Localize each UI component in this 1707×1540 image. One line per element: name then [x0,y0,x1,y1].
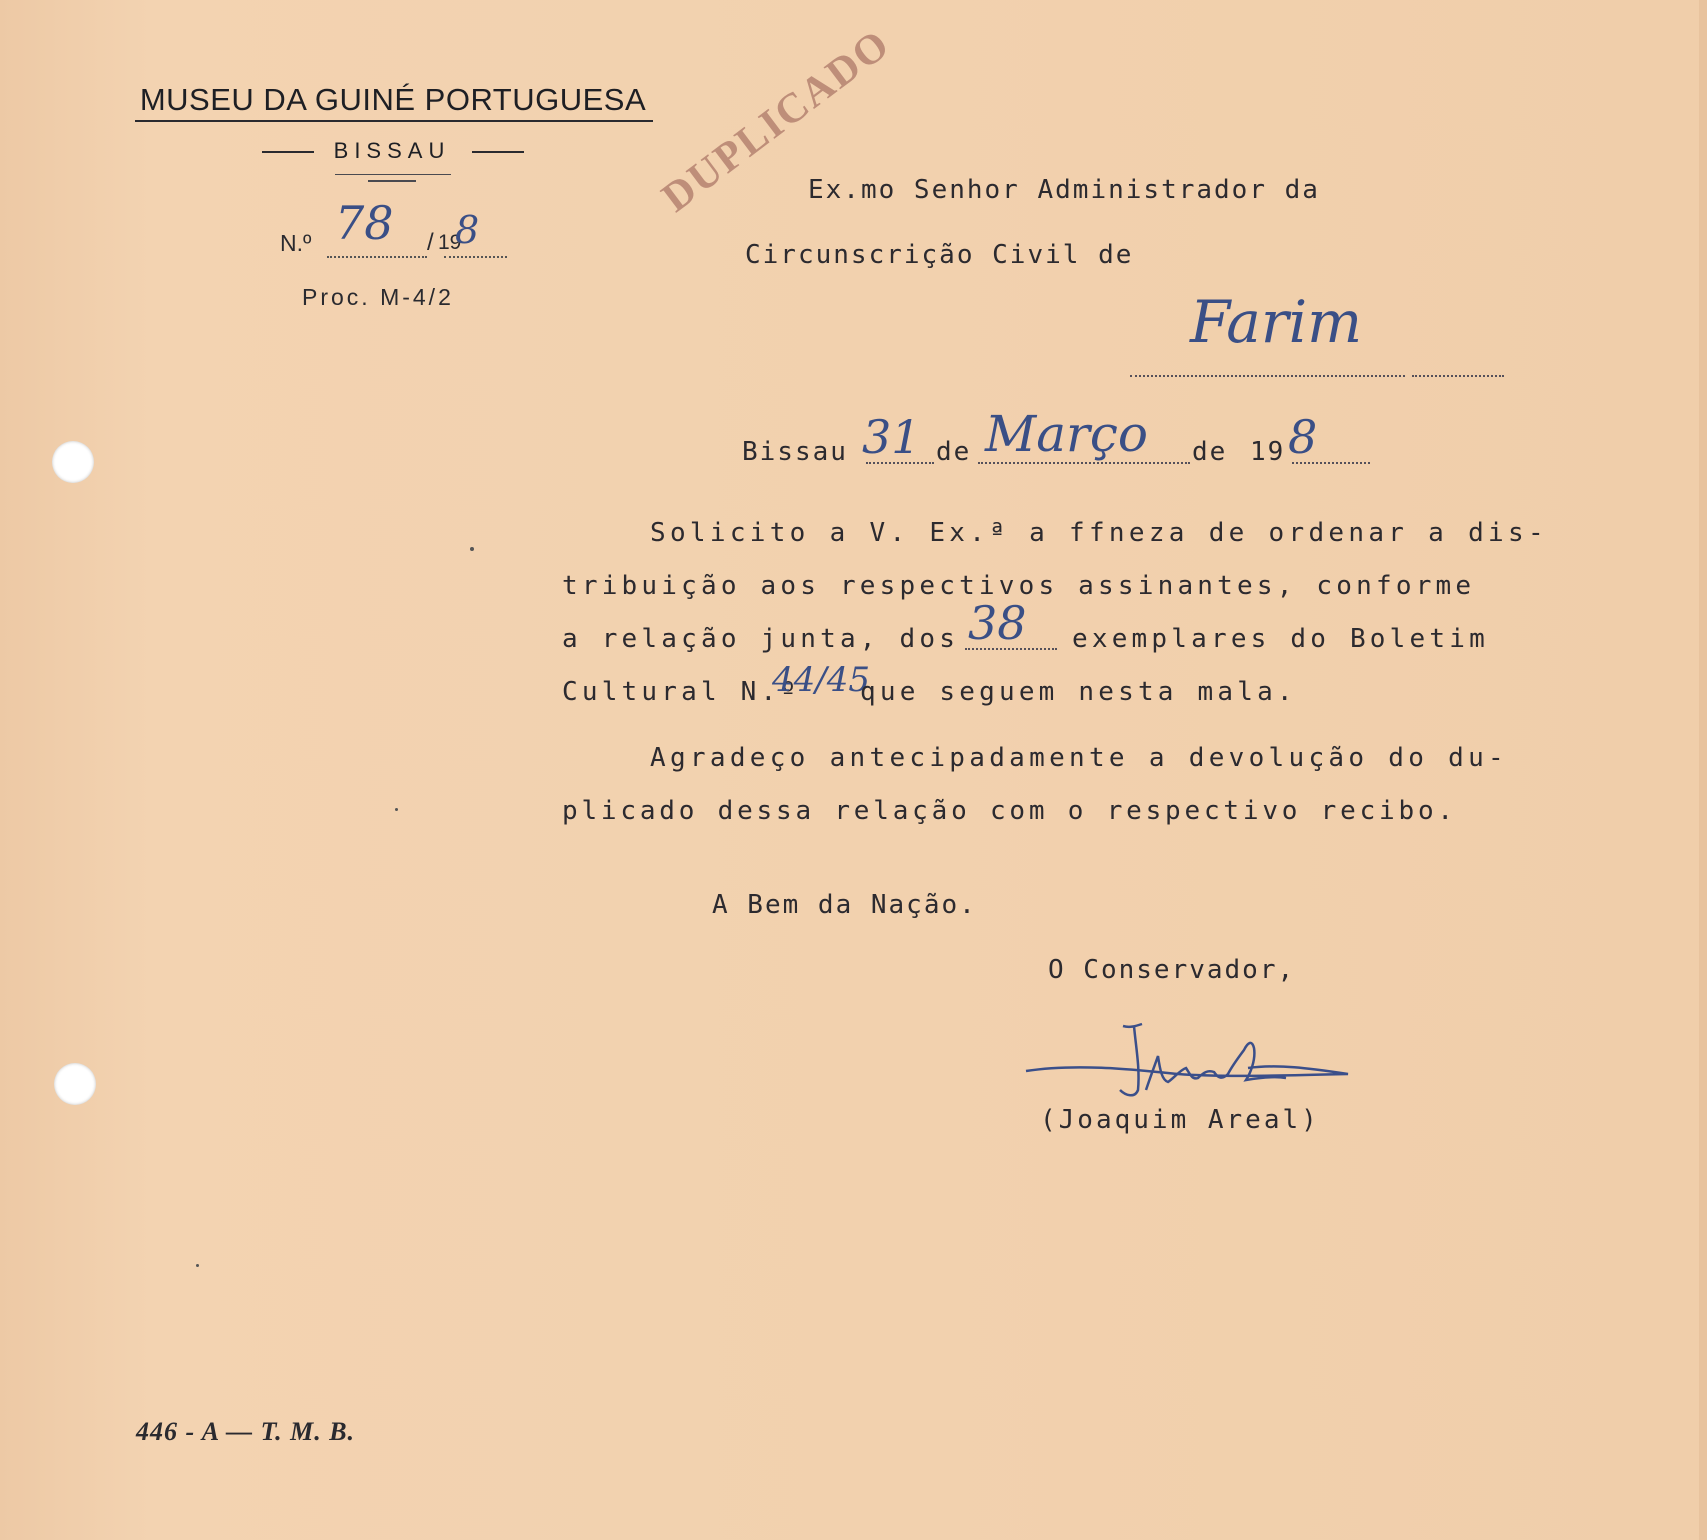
letterhead-rule [135,120,653,122]
process-reference: Proc. M-4/2 [302,284,454,310]
body-line: que seguem nesta mala. [860,677,1297,707]
issue-number-handwritten: 44/45 [772,660,870,700]
body-line: exemplares do Boletim [1072,624,1489,654]
punch-hole [54,1063,96,1105]
paper-speck [196,1264,199,1267]
date-city: Bissau [742,437,848,467]
letterhead-title: MUSEU DA GUINÉ PORTUGUESA [139,82,647,117]
reference-number-slash: / [427,229,434,256]
reference-year-prefix: 19 [438,231,462,254]
body-line: a relação junta, dos [562,624,960,654]
letterhead-rule [335,174,451,175]
addressee-line-1: Ex.mo Senhor Administrador da [808,175,1320,205]
letterhead-rule [368,180,416,182]
body-line: plicado dessa relação com o respectivo recibo. [562,796,1457,826]
copies-handwritten: 38 [968,596,1027,650]
addressee-place-line [1130,375,1405,377]
date-de: de [1192,437,1228,467]
signatory-name: (Joaquim Areal) [1040,1105,1320,1135]
reference-number-handwritten: 78 [335,196,394,250]
body-line: tribuição aos respectivos assinantes, conforme [562,571,1476,601]
paper-speck [470,547,474,551]
date-month-handwritten: Março [985,405,1149,463]
paper-edge [1699,0,1707,1540]
reference-year-line [444,256,507,258]
copies-line [965,648,1057,650]
date-year-handwritten: 8 [1288,410,1318,464]
paper-speck [395,808,398,811]
date-day-handwritten: 31 [862,410,921,464]
reference-number-label: N.º [280,230,312,256]
addressee-place-handwritten: Farim [1190,288,1363,356]
body-line: Agradeço antecipadamente a devolução do du- [650,743,1508,773]
addressee-line-2: Circunscrição Civil de [745,240,1134,270]
date-month-line [978,462,1190,464]
letterhead-dash [472,151,524,153]
date-day-line [866,462,934,464]
letterhead-city: BISSAU [333,138,451,163]
date-de: de [936,437,972,467]
signatory-role: O Conservador, [1048,955,1296,985]
duplicate-stamp [565,0,899,222]
date-year-prefix: 19 [1250,437,1286,467]
salutation: A Bem da Nação. [712,890,977,920]
body-line: Solicito a V. Ex.ª a ffneza de ordenar a dis- [650,518,1548,548]
reference-year-handwritten: 8 [455,208,480,252]
footer-code: 446 - A — T. M. B. [136,1417,356,1446]
punch-hole [52,441,94,483]
reference-number-line [327,256,427,258]
date-year-line [1292,462,1370,464]
addressee-place-line [1412,375,1504,377]
duplicate-stamp-text: DUPLICADO [653,20,899,222]
body-line: Cultural N.º [562,677,801,707]
